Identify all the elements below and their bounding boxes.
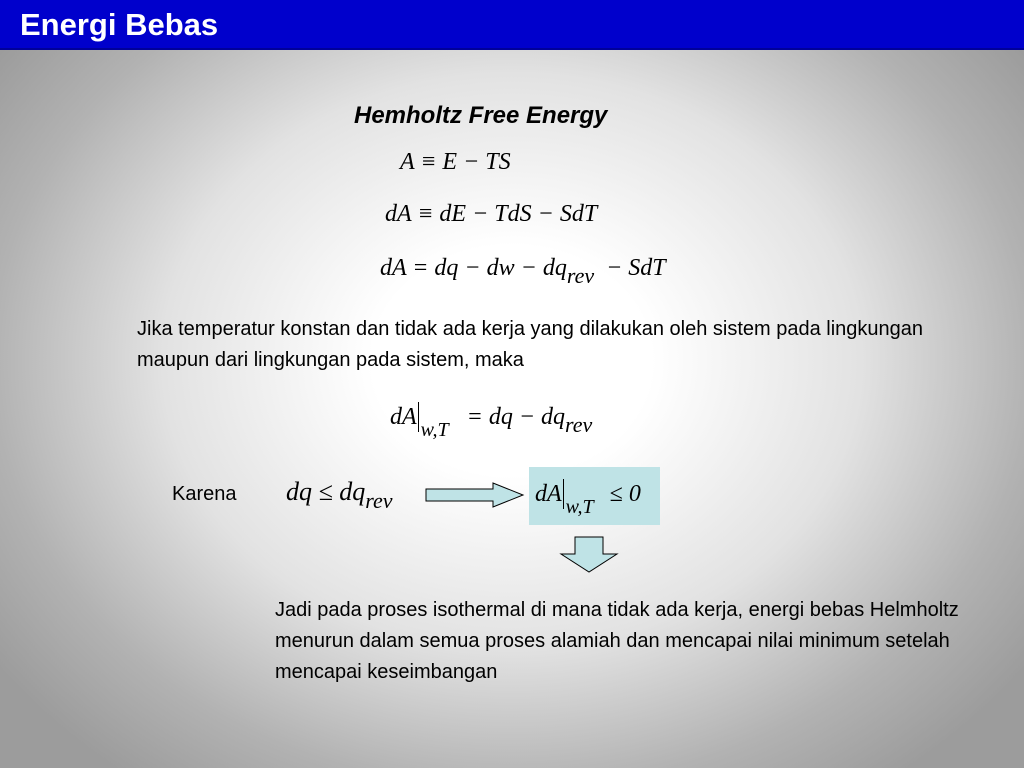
result-box [529,467,660,525]
equation-isothermal [390,402,593,441]
arrow-right-icon [425,482,525,508]
slide-title: Energi Bebas [20,7,219,42]
evaluation-bar [418,402,419,432]
paragraph-condition: Jika temperatur konstan dan tidak ada kerja yang dilakukan oleh sistem pada lingkungan maupun dari lingkungan pada sistem, maka [137,318,924,371]
equation-expanded [380,254,666,288]
equation-helmholtz-definition [400,148,511,176]
result-rhs: ≤ 0 [609,481,641,507]
equation-main: dA = dq − dw − dq [380,255,567,281]
equation-rhs: = dq − dq [466,404,566,430]
equation-lhs: dA [390,404,417,430]
result-lhs: dA [535,481,562,507]
inequality [286,477,393,513]
title-bar [0,0,1024,50]
result-equation [535,479,641,518]
equation-tail: − SdT [606,255,666,281]
evaluation-bar [563,479,564,509]
paragraph-conclusion: Jadi pada proses isothermal di mana tidak ada kerja, energi bebas Helmholtz menurun dalam semua proses alamiah dan mencapai nilai minimum setelah mencapai keseimbangan [275,599,959,683]
equation-subscript: rev [566,263,595,288]
karena-label: Karena [172,483,237,505]
arrow-down-icon [559,536,619,574]
equation-differential [385,200,597,228]
section-subtitle: Hemholtz Free Energy [354,102,608,129]
equation-text: A ≡ E − TS [400,149,511,175]
inequality-main: dq ≤ dq [286,477,366,506]
equation-rhs-subscript: rev [565,412,593,437]
equation-subscript: w,T [420,419,449,441]
result-subscript: w,T [565,496,594,518]
equation-text: dA ≡ dE − TdS − SdT [385,201,598,227]
inequality-subscript: rev [365,488,393,513]
